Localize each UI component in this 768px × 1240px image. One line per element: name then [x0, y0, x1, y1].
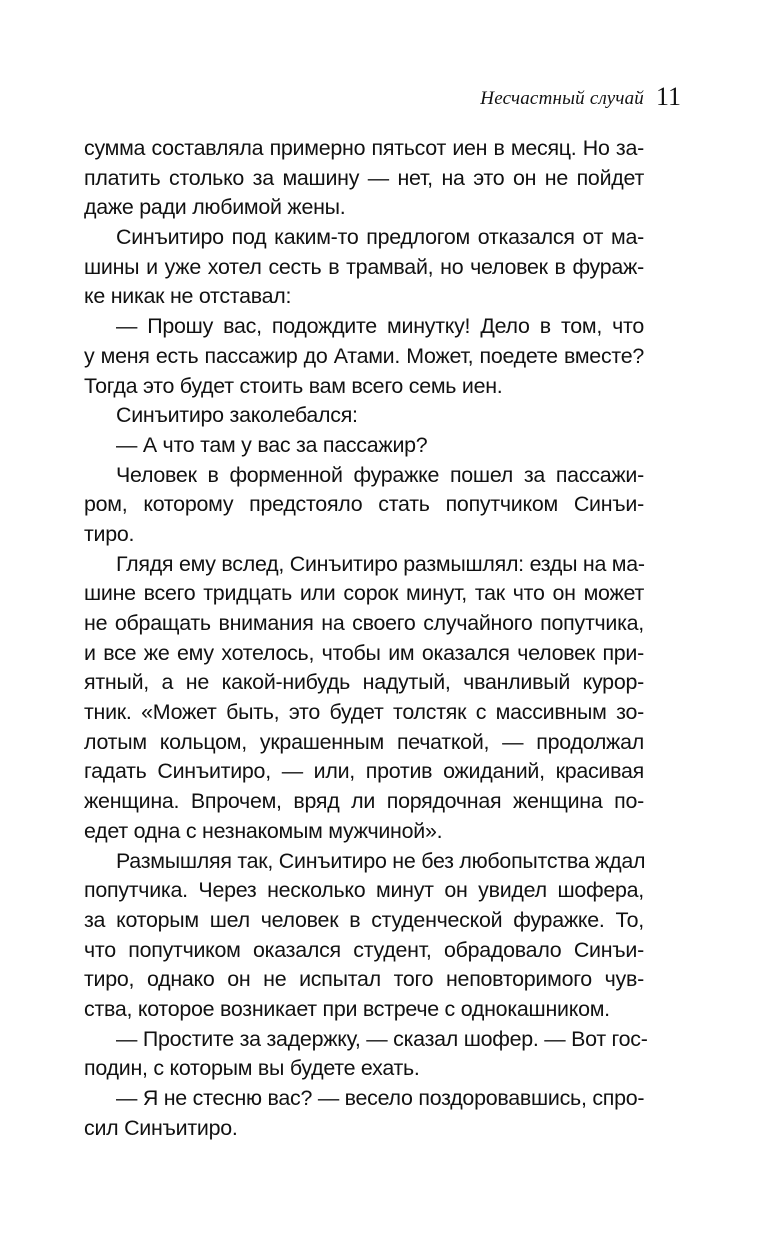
text-line: ке никак не отставал:	[84, 284, 292, 309]
text-line: лотым кольцом, украшенным печаткой, — продолжал	[84, 729, 644, 754]
text-line: Глядя ему вслед, Синъитиро размышлял: езды на ма-	[116, 551, 645, 576]
running-head-title: Несчастный случай	[480, 88, 644, 109]
text-line: не обращать внимания на своего случайного попутчика,	[84, 611, 644, 635]
text-line: сил Синъитиро.	[84, 1115, 238, 1140]
text-line: — Простите за задержку, — сказал шофер. — Вот гос-	[116, 1026, 648, 1051]
text-line: платить столько за машину — нет, на это он не пойдет	[84, 165, 644, 190]
text-line: гадать Синъитиро, — или, против ожиданий, красивая	[84, 759, 644, 784]
text-line: подин, с которым вы будете ехать.	[84, 1056, 420, 1081]
text-line: Синъитиро под каким-то предлогом отказался от ма-	[116, 225, 644, 250]
text-line: ром, которому предстояло стать попутчиком Синъи-	[84, 492, 644, 517]
text-line: тник. «Может быть, это будет толстяк с массивным зо-	[84, 700, 644, 725]
body-text	[84, 134, 648, 1143]
text-line: едет одна с незнакомым мужчиной».	[84, 818, 443, 843]
text-line: за которым шел человек в студенческой фуражке. То,	[84, 907, 644, 932]
text-line: тиро, однако он не испытал того неповторимого чув-	[84, 967, 644, 992]
text-line: шине всего тридцать или сорок минут, так что он может	[84, 581, 644, 606]
text-line: тиро.	[84, 521, 135, 546]
text-line: Размышляя так, Синъитиро не без любопытства ждал	[116, 848, 646, 873]
text-line: ства, которое возникает при встрече с однокашником.	[84, 996, 610, 1021]
text-line: Тогда это будет стоить вам всего семь иен.	[84, 373, 503, 398]
text-line: ятный, а не какой-нибудь надутый, чванливый курор-	[84, 670, 644, 695]
text-line: сумма составляла примерно пятьсот иен в месяц. Но за-	[84, 136, 644, 160]
text-line: шины и уже хотел сесть в трамвай, но человек в фураж-	[84, 254, 644, 279]
text-line: даже ради любимой жены.	[84, 195, 346, 220]
text-line: что попутчиком оказался студент, обрадовало Синъи-	[84, 937, 644, 962]
text-line: и все же ему хотелось, чтобы им оказался человек при-	[84, 640, 644, 665]
text-line: женщина. Впрочем, вряд ли порядочная женщина по-	[84, 789, 644, 814]
text-line: Синъитиро заколебался:	[116, 403, 358, 428]
text-line: у меня есть пассажир до Атами. Может, поедете вместе?	[84, 343, 644, 368]
text-line: — Прошу вас, подождите минутку! Дело в том, что	[116, 314, 644, 339]
text-line: — А что там у вас за пассажир?	[116, 432, 428, 457]
page-number: 11	[656, 82, 682, 111]
text-line: попутчика. Через несколько минут он увидел шофера,	[84, 878, 644, 903]
text-line: — Я не стесню вас? — весело поздоровавшись, спро-	[116, 1086, 645, 1110]
text-line: Человек в форменной фуражке пошел за пассажи-	[116, 462, 644, 487]
